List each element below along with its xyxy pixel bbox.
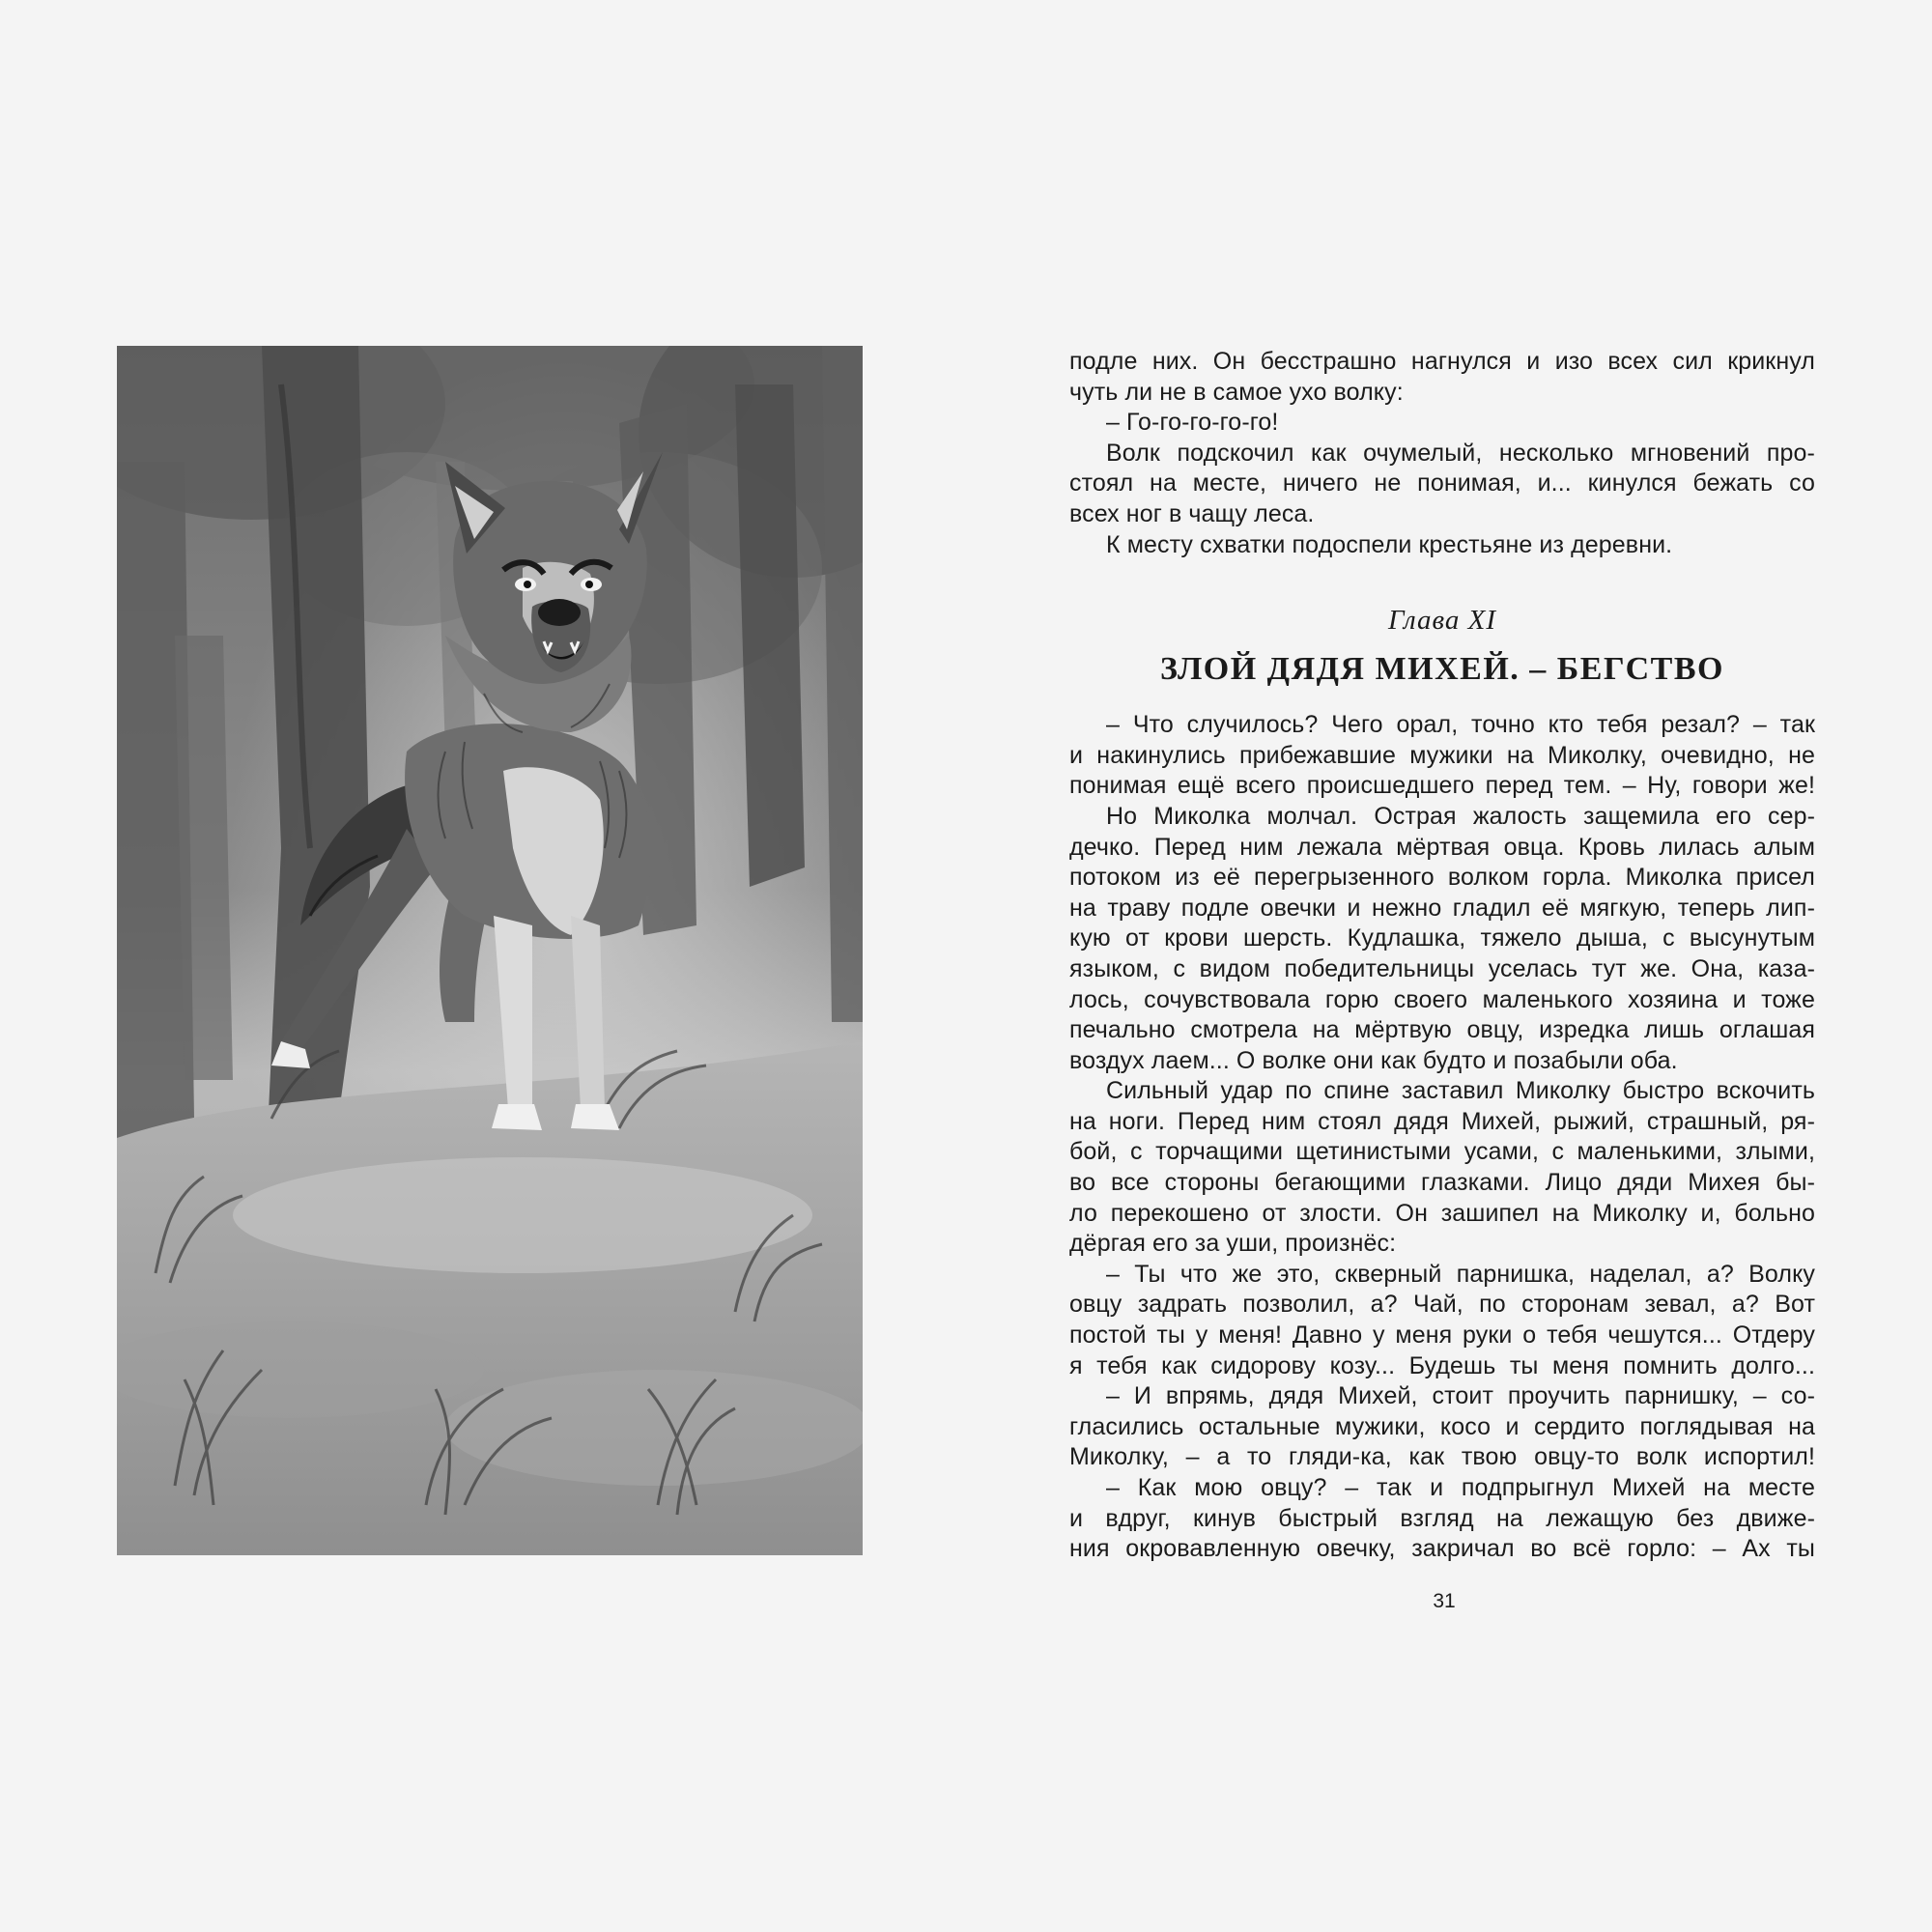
text-line: гласились остальные мужики, косо и сердито поглядывая на bbox=[1069, 1412, 1815, 1440]
text-line: на траву подле овечки и нежно гладил её мягкую, теперь лип- bbox=[1069, 894, 1815, 922]
text-line: овцу задрать позволил, а? Чай, по сторонам зевал, а? Вот bbox=[1069, 1291, 1815, 1319]
text-line: чуть ли не в самое ухо волку: bbox=[1069, 378, 1404, 406]
wolf-illustration-image bbox=[117, 346, 863, 1555]
text-line: стоял на месте, ничего не понимая, и... кинулся бежать со bbox=[1069, 469, 1815, 497]
text-line: – Ты что же это, скверный парнишка, наделал, а? Волку bbox=[1106, 1260, 1815, 1288]
text-line: на ноги. Перед ним стоял дядя Михей, рыжий, страшный, ря- bbox=[1069, 1107, 1815, 1135]
page-number: 31 bbox=[1433, 1590, 1456, 1612]
text-line: лось, сочувствовала горю своего маленького хозяина и тоже bbox=[1069, 985, 1815, 1013]
text-line: Волк подскочил как очумелый, несколько мгновений про- bbox=[1106, 439, 1815, 467]
text-line: Но Миколка молчал. Острая жалость защемила его сер- bbox=[1106, 802, 1815, 830]
text-line: потоком из её перегрызенного волком горла. Миколка присел bbox=[1069, 864, 1815, 892]
text-column bbox=[1069, 347, 1815, 1565]
chapter-label: Глава XI bbox=[1388, 605, 1496, 637]
text-line: дечко. Перед ним лежала мёртвая овца. Кровь лилась алым bbox=[1069, 833, 1815, 861]
text-line: во все стороны бегающими глазками. Лицо дяди Михея бы- bbox=[1069, 1169, 1815, 1197]
text-line: Сильный удар по спине заставил Миколку быстро вскочить bbox=[1106, 1077, 1815, 1105]
text-line: дёргая его за уши, произнёс: bbox=[1069, 1230, 1397, 1258]
text-line: и вдруг, кинув быстрый взгляд на лежащую без движе- bbox=[1069, 1504, 1815, 1532]
wolf-illustration bbox=[117, 346, 863, 1555]
text-before-chapter bbox=[1069, 347, 1815, 560]
text-line: – И впрямь, дядя Михей, стоит проучить парнишку, – со- bbox=[1106, 1382, 1815, 1410]
text-line: понимая ещё всего происшедшего перед тем. – Ну, говори же! bbox=[1069, 772, 1815, 800]
text-line: ло перекошено от злости. Он зашипел на Миколку и, больно bbox=[1069, 1199, 1815, 1227]
text-line: бой, с торчащими щетинистыми усами, с маленькими, злыми, bbox=[1069, 1138, 1815, 1166]
text-line: воздух лаем... О волке они как будто и позабыли оба. bbox=[1069, 1046, 1678, 1074]
text-line: я тебя как сидорову козу... Будешь ты меня помнить долго... bbox=[1069, 1351, 1815, 1379]
text-line: языком, с видом победительницы уселась тут же. Она, каза- bbox=[1069, 954, 1815, 982]
text-line: – Что случилось? Чего орал, точно кто тебя резал? – так bbox=[1106, 711, 1815, 739]
text-line: подле них. Он бесстрашно нагнулся и изо всех сил крикнул bbox=[1069, 348, 1815, 375]
chapter-title: ЗЛОЙ ДЯДЯ МИХЕЙ. – БЕГСТВО bbox=[1160, 651, 1724, 688]
text-after-chapter bbox=[1069, 710, 1815, 1565]
text-line: К месту схватки подоспели крестьяне из деревни. bbox=[1106, 530, 1673, 558]
text-line: – Го-го-го-го-го! bbox=[1106, 409, 1279, 437]
text-line: постой ты у меня! Давно у меня руки о тебя чешутся... Отдеру bbox=[1069, 1321, 1815, 1350]
text-line: кую от крови шерсть. Кудлашка, тяжело дыша, с высунутым bbox=[1069, 924, 1815, 952]
text-line: ния окровавленную овечку, закричал во всё горло: – Ах ты bbox=[1069, 1535, 1815, 1563]
text-line: и накинулись прибежавшие мужики на Миколку, очевидно, не bbox=[1069, 741, 1815, 769]
text-line: всех ног в чащу леса. bbox=[1069, 499, 1315, 527]
text-line: Миколку, – а то гляди-ка, как твою овцу-то волк испортил! bbox=[1069, 1443, 1815, 1471]
text-line: – Как мою овцу? – так и подпрыгнул Михей на месте bbox=[1106, 1474, 1815, 1501]
text-line: печально смотрела на мёртвую овцу, изредка лишь оглашая bbox=[1069, 1016, 1815, 1044]
